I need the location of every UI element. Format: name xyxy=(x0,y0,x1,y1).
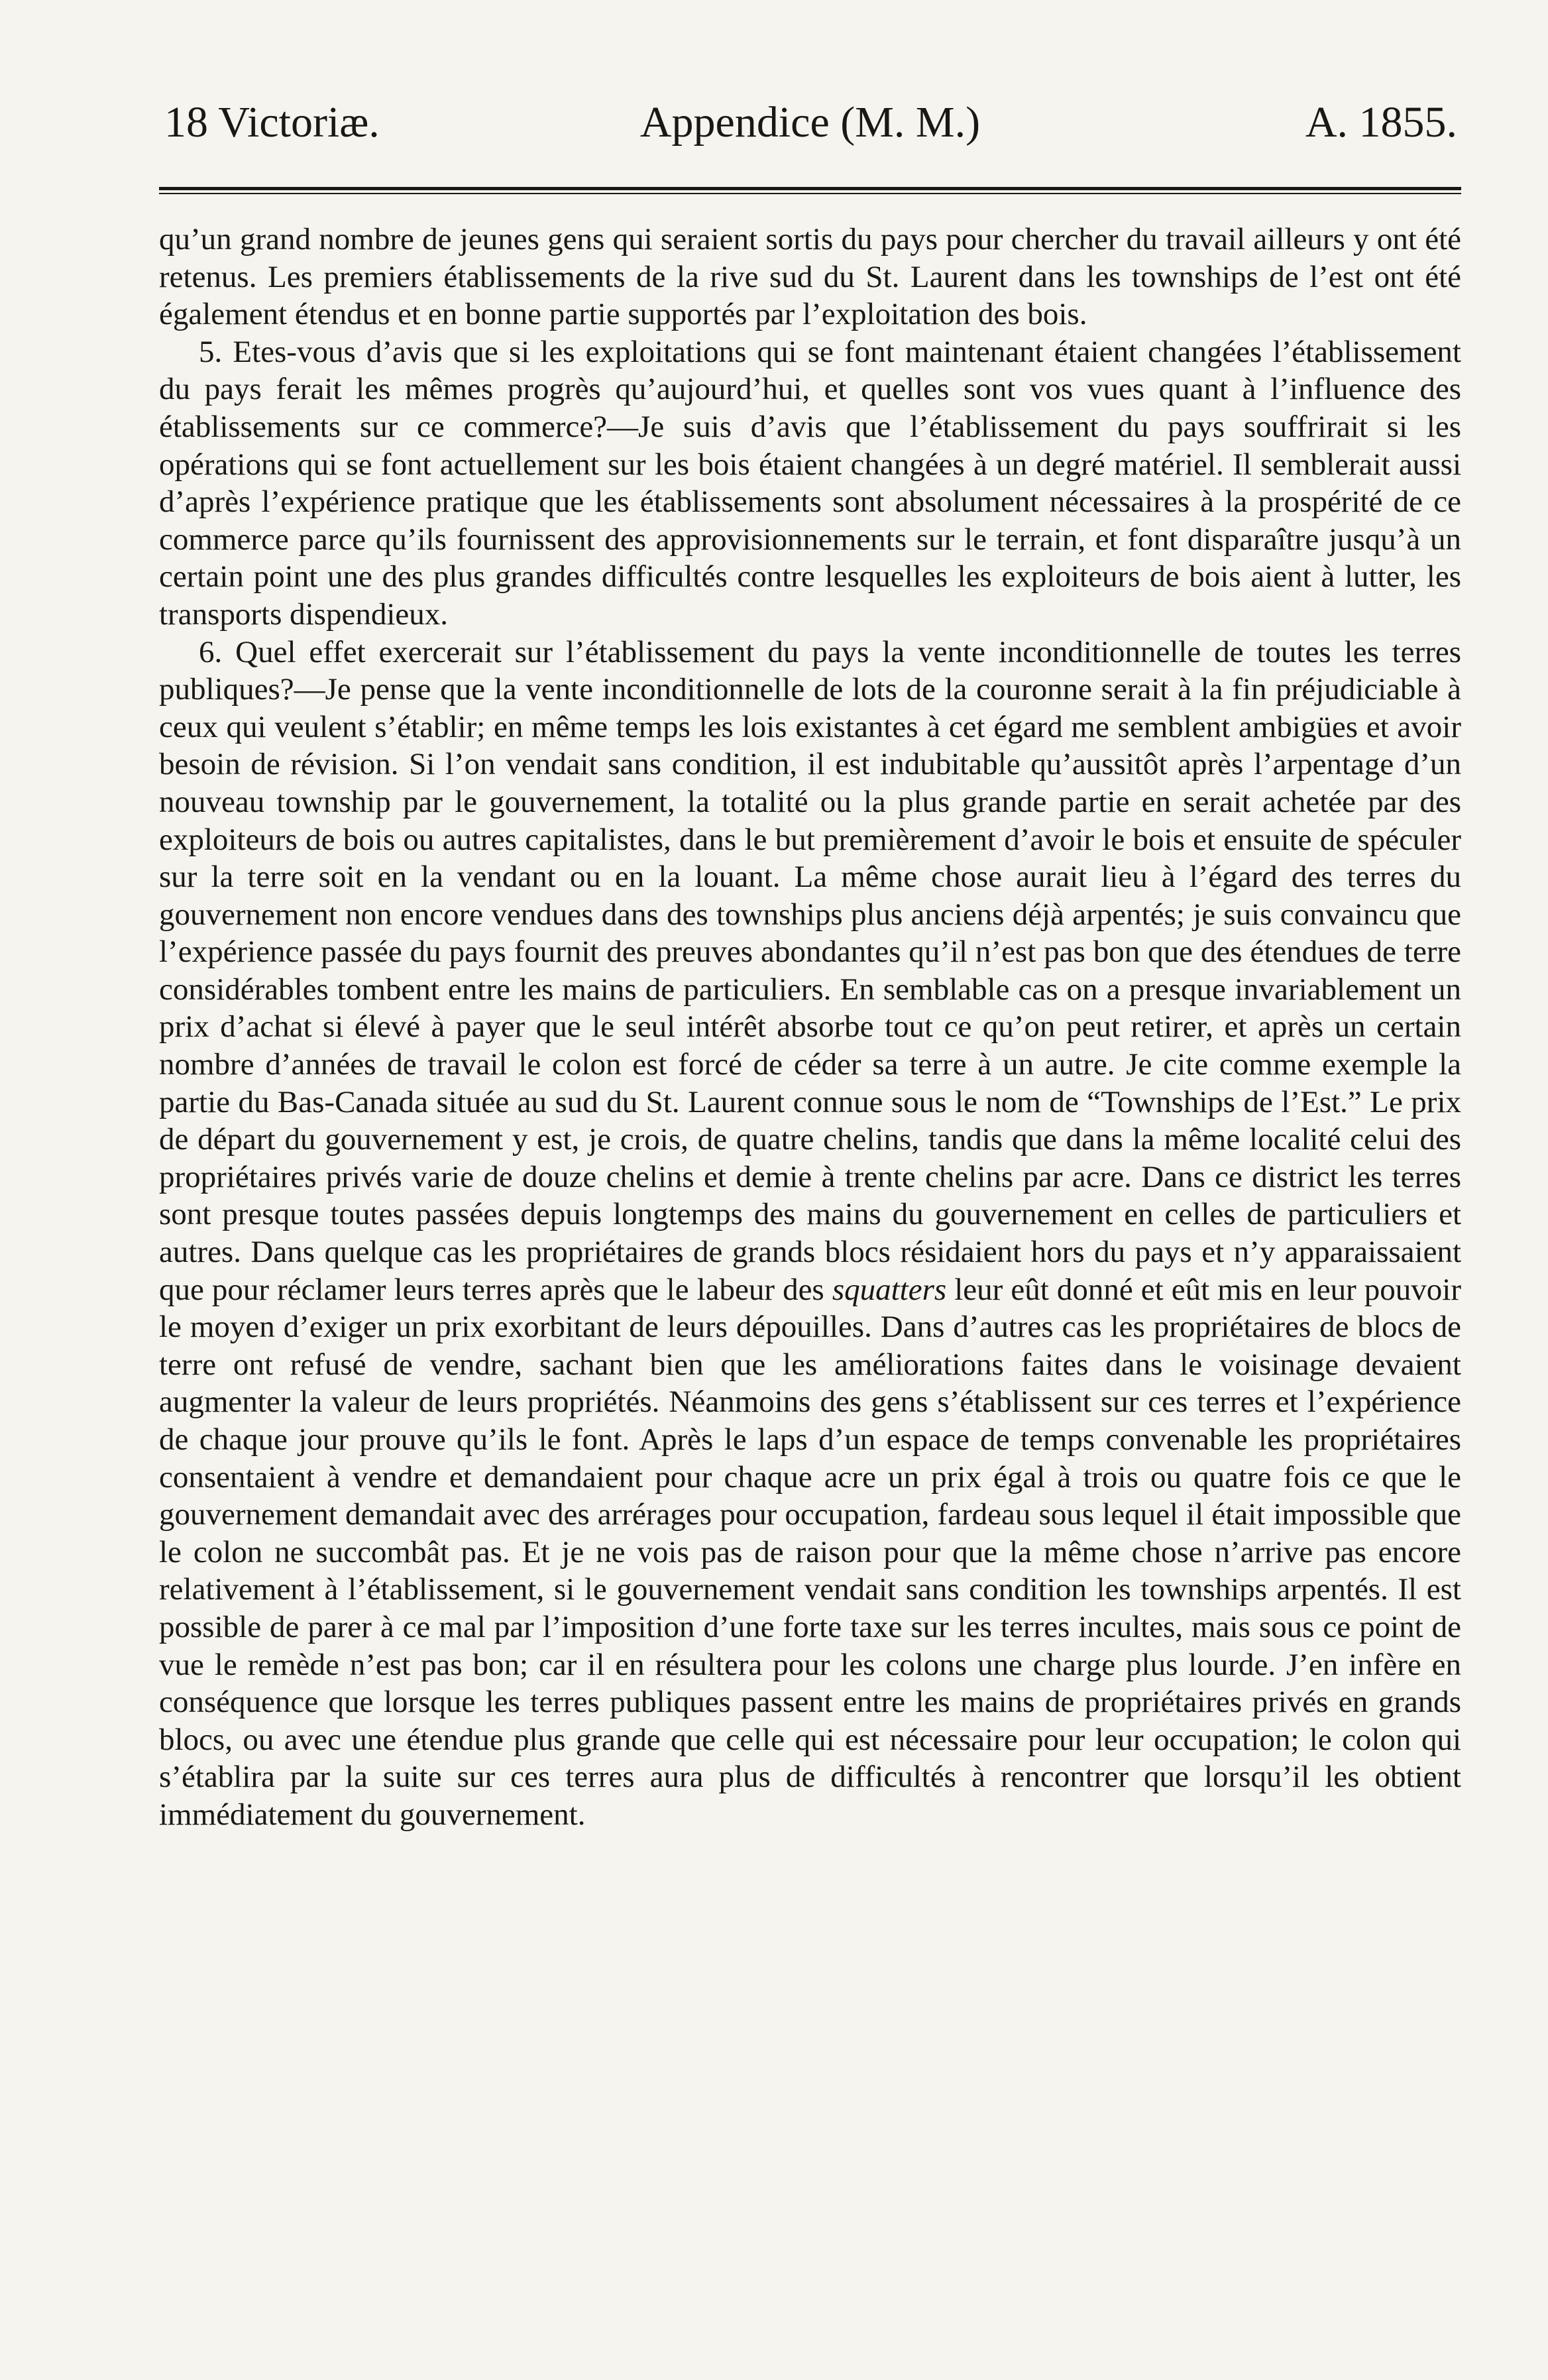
question-number: 6. xyxy=(199,634,223,669)
paragraph-text: qu’un grand nombre de jeunes gens qui seraient sortis du pays pour chercher du travail ailleurs y ont été retenus. Les premiers établissements de la rive sud du St. Laurent dans les townships de l’est ont été également étendus et en bonne partie supportés par l’exploitation des bois. xyxy=(159,222,1461,332)
paragraph-text: Quel effet exercerait sur l’établissement du pays la vente inconditionnelle de toutes les terres publiques?—Je pense que la vente inconditionnelle de lots de la couronne serait à la fin préjudiciable à ceux qui veulent s’établir; en même temps les lois existantes à cet égard me semblent ambigües et avoir besoin de révision. Si l’on vendait sans condition, il est indubitable qu’aussitôt après l’arpentage d’un nouveau township par le gouvernement, la totalité ou la plus grande partie en serait achetée par des exploiteurs de bois ou autres capitalistes, dans le but premièrement d’avoir le bois et ensuite de spéculer sur la terre soit en la vendant ou en la louant. La même chose aurait lieu à l’égard des terres du gouvernement non encore vendues dans des townships plus anciens déjà arpentés; je suis convaincu que l’expérience passée du pays fournit des preuves abondantes qu’il n’est pas bon que des étendues de terre considérables tombent entre les mains de particuliers. En semblable cas on a presque invariablement un prix d’achat si élevé à payer que le seul intérêt absorbe tout ce qu’on peut retirer, et après un certain nombre d’années de travail le colon est forcé de céder sa terre à un autre. Je cite comme exemple la partie du Bas-Canada située au sud du St. Laurent connue sous le nom de “Townships de l’Est.” Le prix de départ du gouvernement y est, je crois, de quatre chelins, tandis que dans la même localité celui des propriétaires privés varie de douze chelins et demie à trente chelins par acre. Dans ce district les terres sont presque toutes passées depuis longtemps des mains du gouvernement en celles de particuliers et autres. Dans quelque cas les propriétaires de grands blocs résidaient hors du pays et n’y apparaissaient que pour réclamer leurs terres après que le labeur des xyxy=(159,634,1461,1307)
running-header xyxy=(159,86,1461,159)
header-year: A. 1855. xyxy=(1305,98,1457,146)
paragraph-question-6 xyxy=(159,634,1461,1834)
italic-term: squatters xyxy=(832,1272,947,1307)
paragraph-question-5 xyxy=(159,333,1461,634)
paragraph-text-continued: leur eût donné et eût mis en leur pouvoir le moyen d’exiger un prix exorbitant de leurs dépouilles. Dans d’autres cas les propriétaires de blocs de terre ont refusé de vendre, sachant bien que les améliorations faites dans le voisinage devaient augmenter la valeur de leurs propriétés. Néanmoins des gens s’établissent sur ces terres et l’expérience de chaque jour prouve qu’ils le font. Après le laps d’un espace de temps convenable les propriétaires consentaient à vendre et demandaient pour chaque acre un prix égal à trois ou quatre fois ce que le gouvernement demandait avec des arrérages pour occupation, fardeau sous lequel il était impossible que le colon ne succombât pas. Et je ne vois pas de raison pour que la même chose n’arrive pas encore relativement à l’établissement, si le gouvernement vendait sans condition les townships arpentés. Il est possible de parer à ce mal par l’imposition d’une forte taxe sur les terres incultes, mais sous ce point de vue le remède n’est pas bon; car il en résultera pour les colons une charge plus lourde. J’en infère en conséquence que lorsque les terres publiques passent entre les mains de propriétaires privés en grands blocs, ou avec une étendue plus grande que celle qui est nécessaire pour leur occupation; le colon qui s’établira par la suite sur ces terres aura plus de difficultés à rencontrer que lorsqu’il les obtient immédiatement du gouvernement. xyxy=(159,1272,1462,1832)
header-appendix: Appendice (M. M.) xyxy=(639,98,981,146)
header-rule xyxy=(159,187,1461,194)
paragraph-text: Etes-vous d’avis que si les exploitations qui se font maintenant étaient changées l’établissement du pays ferait les mêmes progrès qu’aujourd’hui, et quelles sont vos vues quant à l’influence des établissements sur ce commerce?—Je suis d’avis que l’établissement du pays souffrirait si les opérations qui se font actuellement sur les bois étaient changées à un degré matériel. Il semblerait aussi d’après l’expérience pratique que les établissements sont absolument nécessaires à la prospérité de ce commerce parce qu’ils fournissent des approvisionnements sur le terrain, et font disparaître jusqu’à un certain point une des plus grandes difficultés contre lesquelles les exploiteurs de bois aient à lutter, les transports dispendieux. xyxy=(159,334,1461,632)
header-session: 18 Victoriæ. xyxy=(164,98,380,146)
question-number: 5. xyxy=(199,334,223,369)
document-page xyxy=(159,86,1461,2313)
paragraph-continuation xyxy=(159,221,1461,333)
body-text xyxy=(159,221,1461,1834)
